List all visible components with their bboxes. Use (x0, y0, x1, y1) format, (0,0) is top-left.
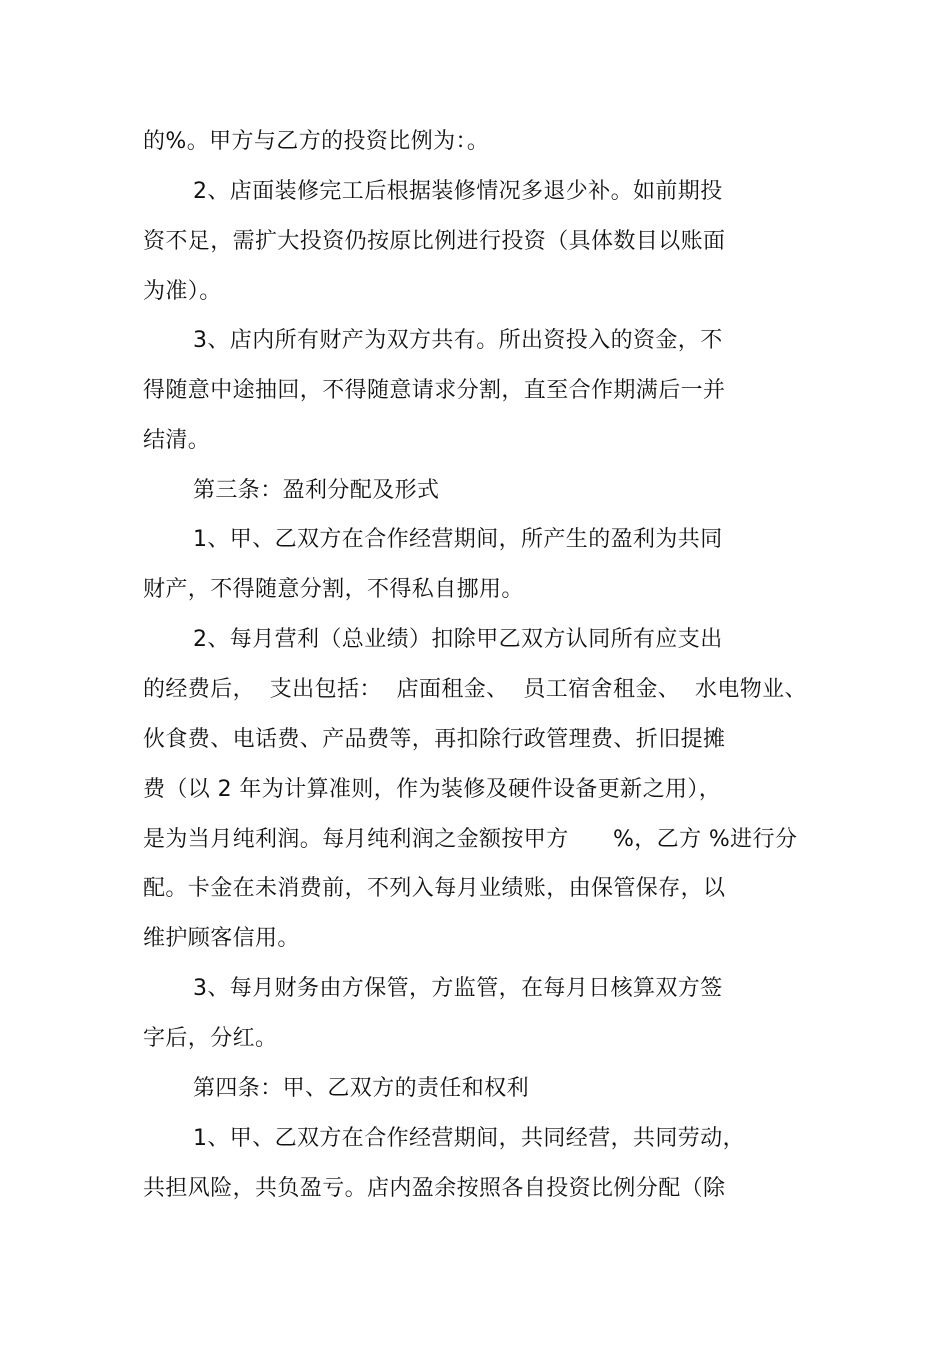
article-4-heading: 第四条：甲、乙双方的责任和权利 (193, 1076, 530, 1101)
article-3-item-2: 2、每月营利（总业绩）扣除甲乙双方认同所有应支出 (193, 627, 723, 652)
text-line: 配。卡金在未消费前，不列入每月业绩账，由保管保存，以 (143, 876, 726, 901)
text-line: 的%。甲方与乙方的投资比例为：。 (143, 129, 490, 154)
text-line: 财产，不得随意分割，不得私自挪用。 (143, 577, 524, 602)
article-3-heading: 第三条：盈利分配及形式 (193, 478, 440, 503)
text-line: 维护顾客信用。 (143, 926, 300, 951)
text-line: 伙食费、电话费、产品费等，再扣除行政管理费、折旧提摊 (143, 727, 726, 752)
article-3-item-3: 3、每月财务由方保管，方监管，在每月日核算双方签 (193, 976, 723, 1001)
text-line: 得随意中途抽回，不得随意请求分割，直至合作期满后一并 (143, 378, 726, 403)
text-line: 为准）。 (143, 279, 222, 304)
text-line: 是为当月纯利润。每月纯利润之金额按甲方 %，乙方 %进行分 (143, 827, 798, 852)
paragraph-2-line-1: 2、店面装修完工后根据装修情况多退少补。如前期投 (193, 179, 723, 204)
paragraph-3-line-1: 3、店内所有财产为双方共有。所出资投入的资金，不 (193, 328, 723, 353)
text-line: 结清。 (143, 428, 211, 453)
text-line: 费（以 2 年为计算准则，作为装修及硬件设备更新之用）， (143, 777, 722, 802)
text-line: 字后，分红。 (143, 1026, 278, 1051)
text-line: 资不足，需扩大投资仍按原比例进行投资（具体数目以账面 (143, 229, 726, 254)
article-4-item-1: 1、甲、乙双方在合作经营期间，共同经营，共同劳动， (193, 1126, 745, 1151)
text-line: 的经费后， 支出包括： 店面租金、 员工宿舍租金、 水电物业、 (143, 677, 807, 702)
text-line: 共担风险，共负盈亏。店内盈余按照各自投资比例分配（除 (143, 1176, 726, 1201)
article-3-item-1: 1、甲、乙双方在合作经营期间，所产生的盈利为共同 (193, 527, 723, 552)
